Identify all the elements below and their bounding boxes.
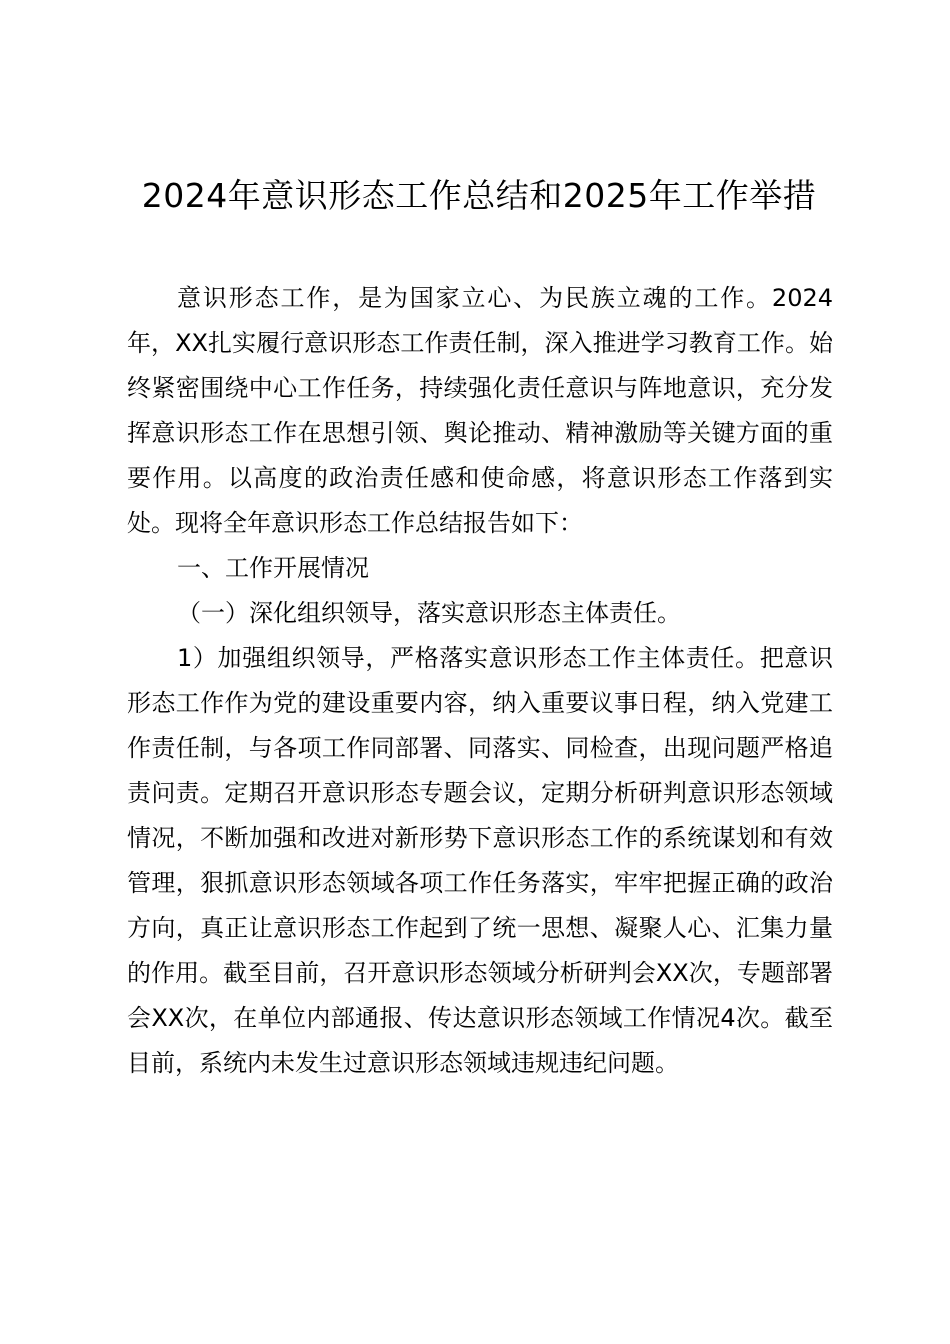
document-body [127,276,833,1086]
section-heading: 一、工作开展情况 [177,554,369,582]
document-title: 2024年意识形态工作总结和2025年工作举措 [141,176,817,215]
subsection-heading: （一）深化组织领导，落实意识形态主体责任。 [177,599,681,627]
item-paragraph: 1）加强组织领导，严格落实意识形态工作主体责任。把意识形态工作作为党的建设重要内容，纳入重要议事日程，纳入党建工作责任制，与各项工作同部署、同落实、同检查，出现问题严格追责问责。定期召开意识形态专题会议，定期分析研判意识形态领域情况，不断加强和改进对新形势下意识形态工作的系统谋划和有效管理，狠抓意识形态领域各项工作任务落实，牢牢把握正确的政治方向，真正让意识形态工作起到了统一思想、凝聚人心、汇集力量的作用。截至目前，召开意识形态领域分析研判会XX次，专题部署会XX次，在单位内部通报、传达意识形态领域工作情况4次。截至目前，系统内未发生过意识形态领域违规违纪问题。 [127,644,833,1077]
intro-paragraph: 意识形态工作，是为国家立心、为民族立魂的工作。2024年，XX扎实履行意识形态工作责任制，深入推进学习教育工作。始终紧密围绕中心工作任务，持续强化责任意识与阵地意识，充分发挥意识形态工作在思想引领、舆论推动、精神激励等关键方面的重要作用。以高度的政治责任感和使命感，将意识形态工作落到实处。现将全年意识形态工作总结报告如下： [127,284,833,537]
